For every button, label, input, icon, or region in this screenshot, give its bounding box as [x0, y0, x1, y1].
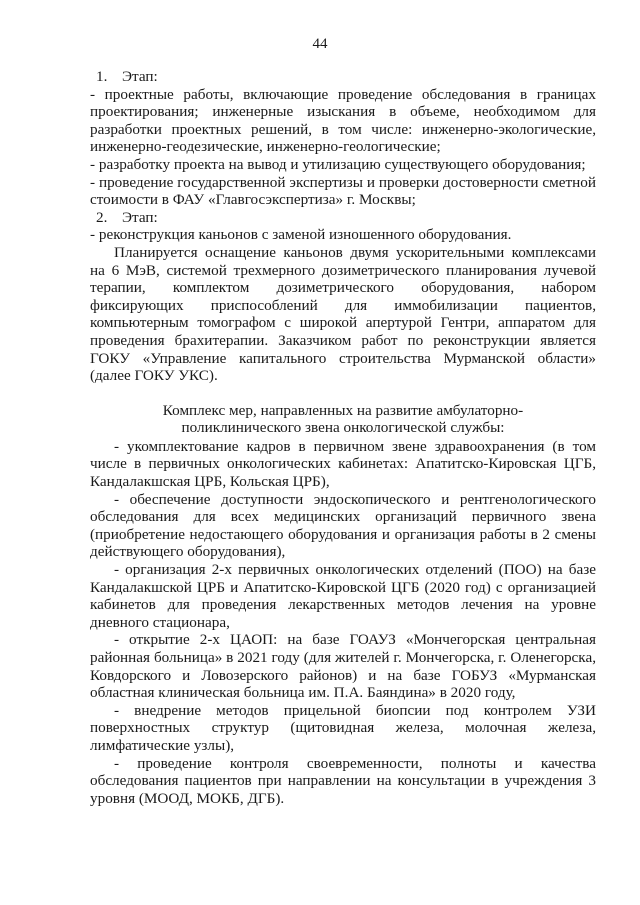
stage-1-item: - разработку проекта на вывод и утилизацию существующего оборудования;	[90, 155, 586, 173]
measure-item: - обеспечение доступности эндоскопического и рентгенологического обследования для всех медицинских организаций первичного звена (приобретение недостающего оборудования и организация работы в 2 смены действующего оборудования),	[90, 490, 596, 561]
stage-2-heading	[96, 209, 596, 227]
measure-item: - укомплектование кадров в первичном звене здравоохранения (в том числе в первичных онкологических кабинетах: Апатитско-Кировская ЦГБ, Кандалакшская ЦРБ, Кольская ЦРБ),	[90, 437, 596, 491]
stage-1-label: Этап:	[122, 68, 158, 85]
measure-item: - организация 2-х первичных онкологических отделений (ПОО) на базе Кандалакшской ЦРБ и Апатитско-Кировской ЦГБ (2020 год) с организацией кабинетов для проведения лекарственных методов лечения на уровне дневного стационара,	[90, 561, 596, 631]
document-body	[90, 68, 596, 807]
stage-1-number: 1.	[96, 68, 108, 85]
stage-2-item: - реконструкция каньонов с заменой изношенного оборудования.	[90, 226, 512, 244]
section-heading	[90, 402, 596, 437]
equipment-paragraph: Планируется оснащение каньонов двумя ускорительными комплексами на 6 МэВ, системой трехмерного дозиметрического планирования лучевой терапии, комплектом дозиметрического оборудования, набором фиксирующих приспособлений для иммобилизации пациентов, компьютерным томографом с широкой апертурой Гентри, аппаратом для проведения брахитерапии. Заказчиком работ по реконструкции является ГОКУ «Управление капитального строительства Мурманской области» (далее ГОКУ УКС).	[90, 243, 596, 385]
measure-item: - проведение контроля своевременности, полноты и качества обследования пациентов при направлении на консультации в учреждения 3 уровня (МООД, МОКБ, ДГБ).	[90, 754, 596, 807]
stage-1-item: - проектные работы, включающие проведение обследования в границах проектирования; инженерные изыскания в объеме, необходимом для разработки проектных решений, в том числе: инженерно-экологические, инженерно-геодезические, инженерно-геологические;	[90, 85, 596, 156]
stage-2-label: Этап:	[122, 208, 158, 226]
stage-1-heading	[96, 68, 596, 86]
section-heading-line-2: поликлинического звена онкологической службы:	[181, 419, 505, 437]
stage-2-number: 2.	[96, 208, 108, 226]
stage-1-item: - проведение государственной экспертизы и проверки достоверности сметной стоимости в ФАУ «Главгосэкспертиза» г. Москвы;	[90, 173, 596, 209]
page-number: 44	[312, 36, 328, 52]
measure-item: - открытие 2-х ЦАОП: на базе ГОАУЗ «Мончегорская центральная районная больница» в 2021 году (для жителей г. Мончегорска, г. Оленегорска, Ковдорского и Ловозерского районов) и на базе ГОБУЗ «Мурманская областная клиническая больница им. П.А. Баяндина» в 2020 году,	[90, 631, 596, 702]
measure-item: - внедрение методов прицельной биопсии под контролем УЗИ поверхностных структур (щитовидная железа, молочная железа, лимфатические узлы),	[90, 701, 596, 754]
section-heading-line-1: Комплекс мер, направленных на развитие амбулаторно-	[162, 401, 524, 419]
